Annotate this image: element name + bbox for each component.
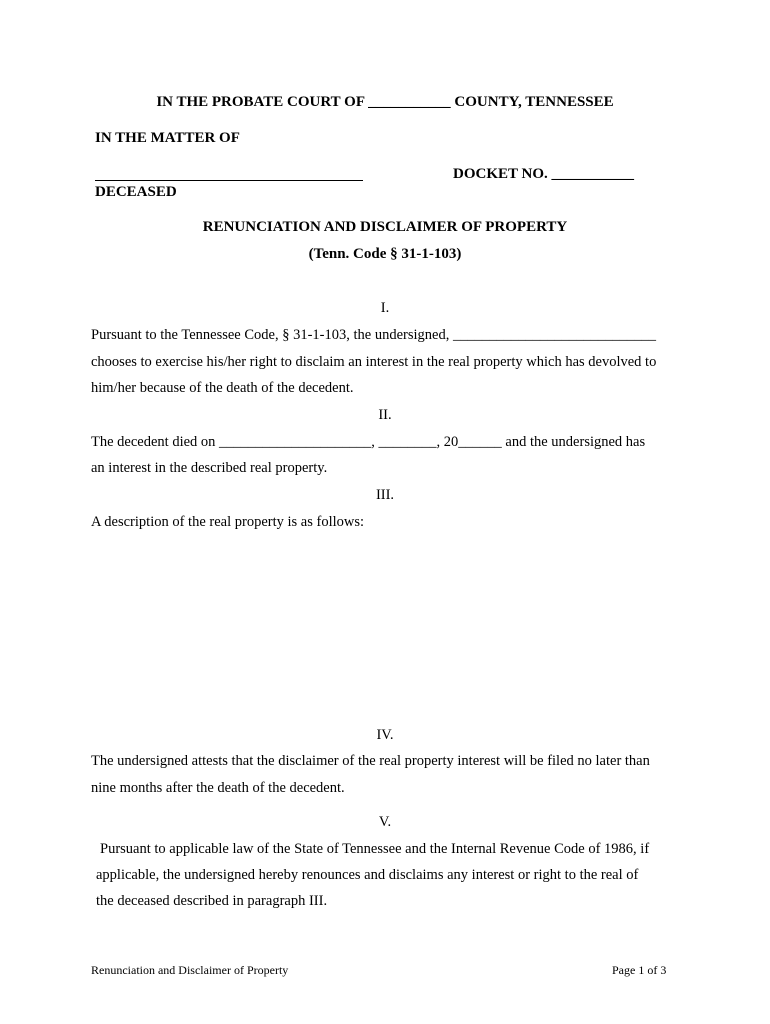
matter-label: IN THE MATTER OF <box>95 130 240 146</box>
section-text: nine months after the death of the decedent. <box>91 780 345 796</box>
section-text: an interest in the described real property. <box>91 460 328 476</box>
footer-title: Renunciation and Disclaimer of Property <box>91 963 289 977</box>
section-text: Pursuant to the Tennessee Code, § 31-1-103, the undersigned, ____________________________ <box>91 327 656 343</box>
section-text: chooses to exercise his/her right to disclaim an interest in the real property which has devolved to <box>91 354 657 370</box>
section-text: The decedent died on _____________________, ________, 20______ and the undersigned has <box>91 434 646 450</box>
document-subtitle: (Tenn. Code § 31-1-103) <box>308 246 462 262</box>
section-text: the deceased described in paragraph III. <box>96 893 328 909</box>
docket-label: DOCKET NO. ___________ <box>453 166 634 182</box>
deceased-label: DECEASED <box>95 184 177 200</box>
section-text: applicable, the undersigned hereby renounces and disclaims any interest or right to the real of <box>96 867 639 883</box>
section-text: Pursuant to applicable law of the State of Tennessee and the Internal Revenue Code of 1986, if <box>100 841 650 857</box>
section-text: A description of the real property is as follows: <box>91 514 365 530</box>
section-text: The undersigned attests that the disclaimer of the real property interest will be filed no later than <box>91 753 650 769</box>
section-text: him/her because of the death of the decedent. <box>91 380 354 396</box>
section-number: IV. <box>376 727 394 743</box>
page-number: Page 1 of 3 <box>612 963 667 977</box>
section-number: II. <box>378 407 392 423</box>
section-number: V. <box>378 814 392 830</box>
section-number: I. <box>380 300 390 316</box>
court-title: IN THE PROBATE COURT OF ___________ COUNTY, TENNESSEE <box>156 94 614 110</box>
deceased-name-line <box>95 180 363 181</box>
section-number: III. <box>375 487 395 503</box>
document-title: RENUNCIATION AND DISCLAIMER OF PROPERTY <box>202 219 568 235</box>
